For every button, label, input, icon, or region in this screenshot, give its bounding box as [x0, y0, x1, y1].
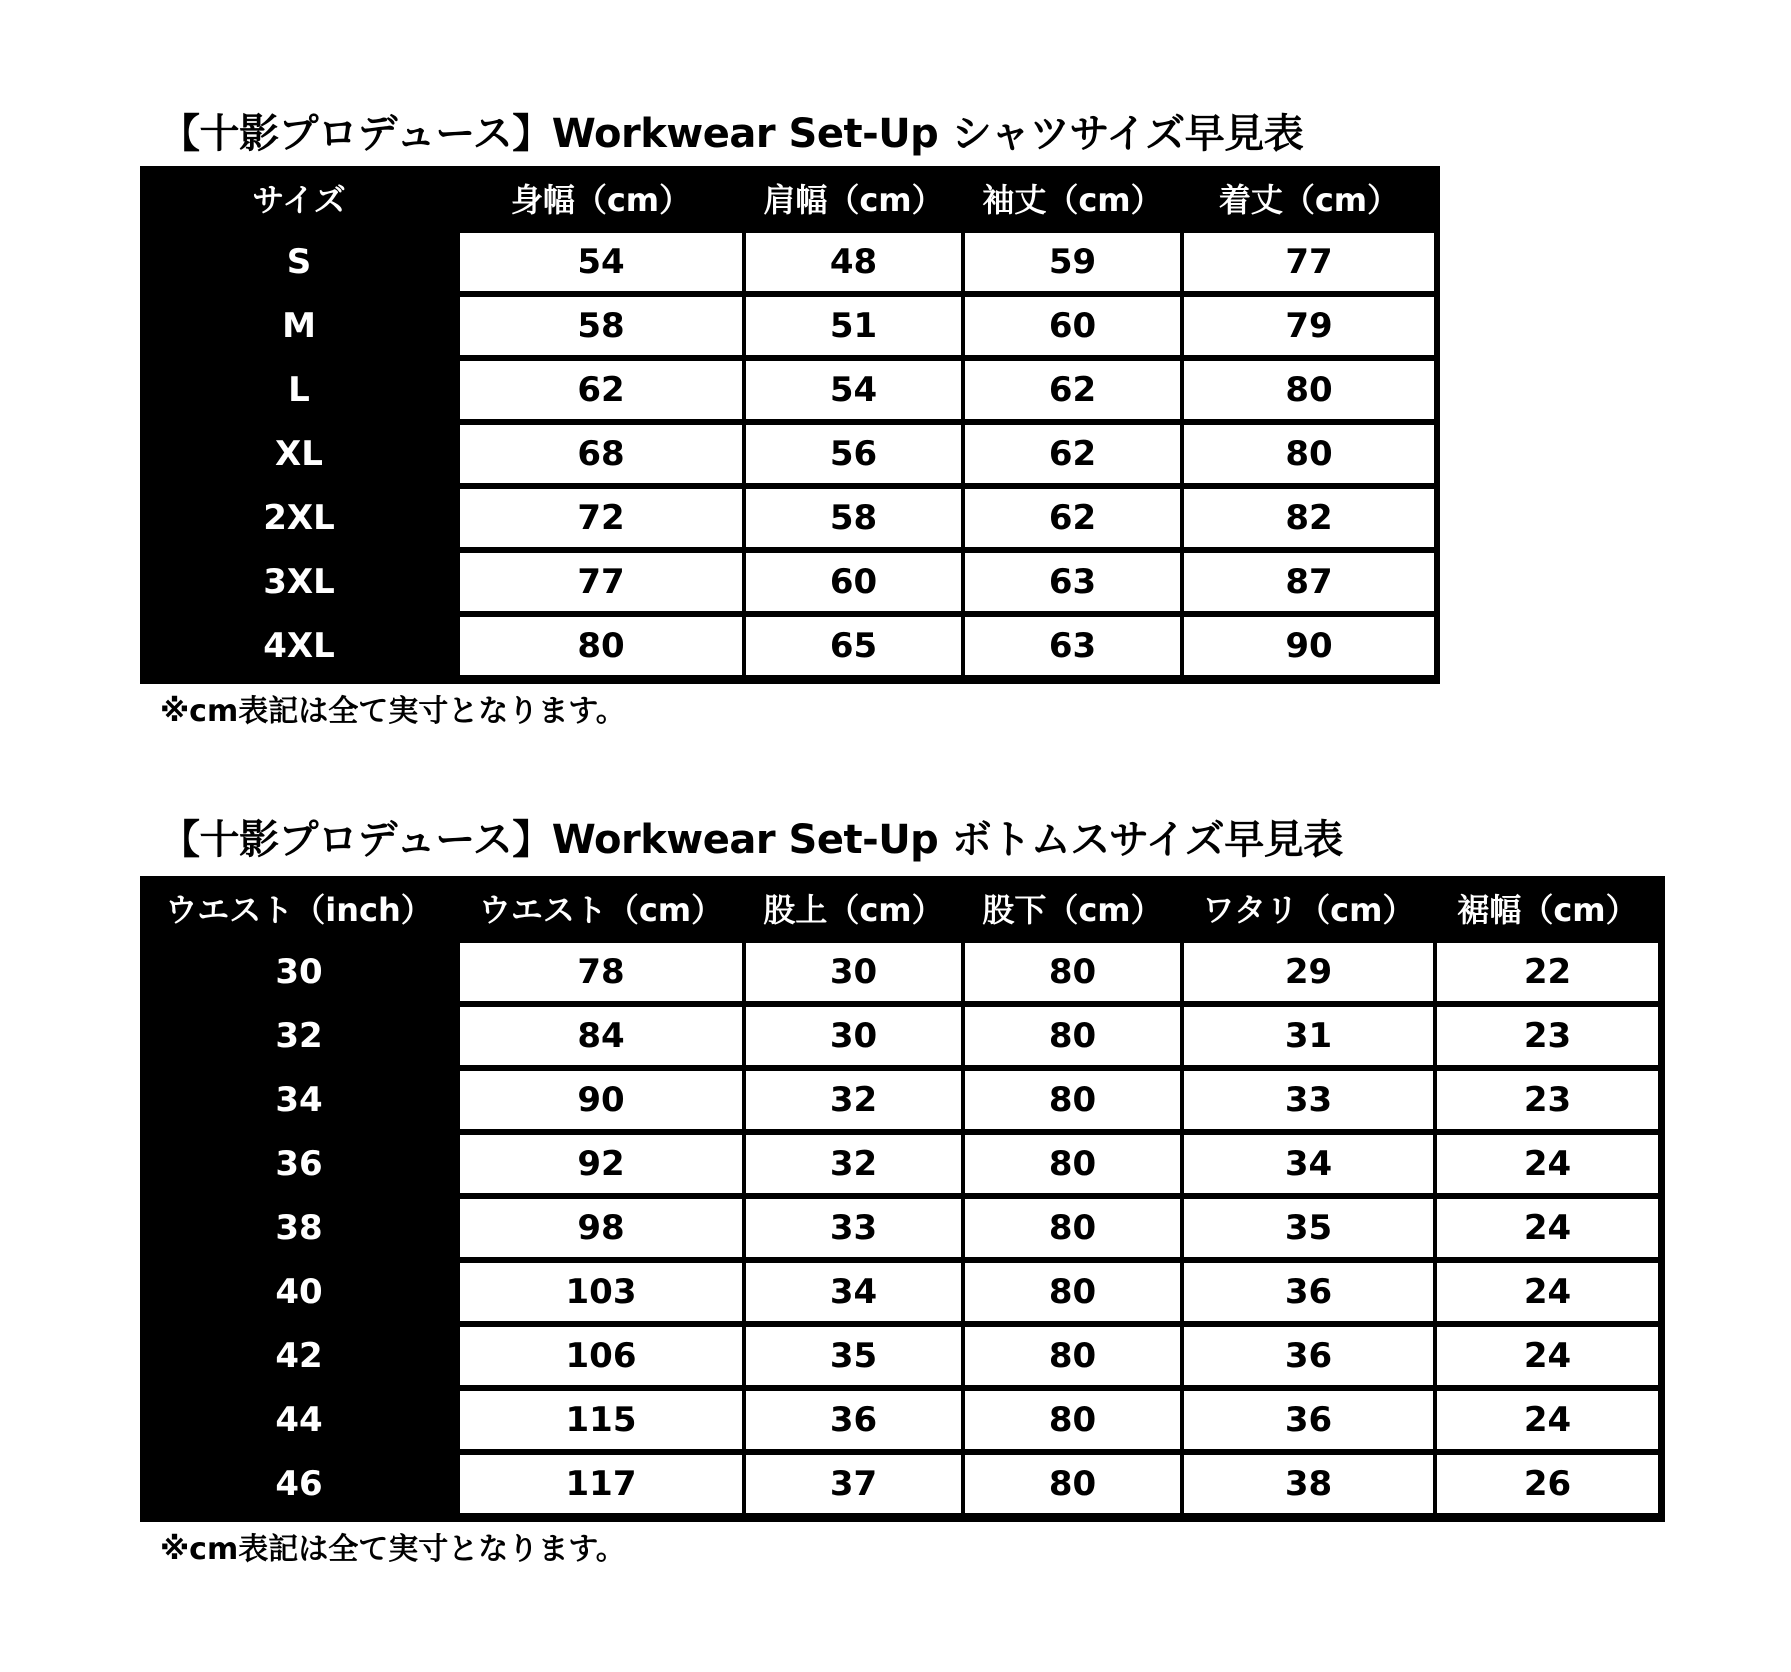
- value-cell: 106: [460, 1327, 742, 1385]
- table-row: [140, 1388, 1665, 1452]
- value-cell: 80: [965, 943, 1180, 1001]
- size-label-cell: 30: [275, 952, 323, 992]
- value-cell: 36: [1184, 1391, 1433, 1449]
- value-cell: 56: [746, 425, 961, 483]
- column-header: サイズ: [252, 181, 346, 219]
- value-cell: 87: [1184, 553, 1434, 611]
- value-cell: 60: [965, 297, 1180, 355]
- table-row: [140, 550, 1440, 614]
- table-row: [140, 358, 1440, 422]
- value-cell: 29: [1184, 943, 1433, 1001]
- table-row: [140, 1452, 1665, 1516]
- table-row: [140, 1132, 1665, 1196]
- value-cell: 35: [1184, 1199, 1433, 1257]
- value-cell: 80: [965, 1327, 1180, 1385]
- column-header: 袖丈（cm）: [982, 181, 1163, 219]
- value-cell: 117: [460, 1455, 742, 1513]
- size-label-cell: L: [288, 370, 310, 410]
- column-header: ワタリ（cm）: [1202, 891, 1415, 929]
- value-cell: 90: [460, 1071, 742, 1129]
- value-cell: 65: [746, 617, 961, 675]
- value-cell: 80: [965, 1263, 1180, 1321]
- value-cell: 23: [1437, 1071, 1658, 1129]
- table-header-row: [140, 876, 1665, 940]
- value-cell: 32: [746, 1071, 961, 1129]
- value-cell: 80: [1184, 361, 1434, 419]
- column-header: ウエスト（cm）: [478, 891, 724, 929]
- size-label-cell: 36: [275, 1144, 323, 1184]
- value-cell: 24: [1437, 1199, 1658, 1257]
- value-cell: 68: [460, 425, 742, 483]
- column-header: 肩幅（cm）: [763, 181, 944, 219]
- value-cell: 48: [746, 233, 961, 291]
- table-row: [140, 422, 1440, 486]
- value-cell: 31: [1184, 1007, 1433, 1065]
- value-cell: 92: [460, 1135, 742, 1193]
- size-label-cell: 3XL: [263, 562, 335, 602]
- value-cell: 22: [1437, 943, 1658, 1001]
- bottoms-table-title: 【十影プロデュース】Workwear Set-Up ボトムスサイズ早見表: [160, 817, 1343, 863]
- value-cell: 80: [965, 1199, 1180, 1257]
- value-cell: 62: [965, 361, 1180, 419]
- value-cell: 82: [1184, 489, 1434, 547]
- value-cell: 58: [460, 297, 742, 355]
- value-cell: 32: [746, 1135, 961, 1193]
- size-label-cell: 38: [275, 1208, 323, 1248]
- value-cell: 78: [460, 943, 742, 1001]
- table-header-row: [140, 166, 1440, 230]
- size-label-cell: 2XL: [263, 498, 335, 538]
- column-header: 着丈（cm）: [1218, 181, 1400, 219]
- value-cell: 60: [746, 553, 961, 611]
- value-cell: 80: [1184, 425, 1434, 483]
- value-cell: 51: [746, 297, 961, 355]
- value-cell: 62: [460, 361, 742, 419]
- size-label-cell: 32: [275, 1016, 323, 1056]
- value-cell: 33: [1184, 1071, 1433, 1129]
- value-cell: 62: [965, 489, 1180, 547]
- value-cell: 30: [746, 943, 961, 1001]
- shirt-note: ※cm表記は全て実寸となります。: [160, 694, 626, 729]
- value-cell: 54: [746, 361, 961, 419]
- value-cell: 23: [1437, 1007, 1658, 1065]
- value-cell: 79: [1184, 297, 1434, 355]
- value-cell: 24: [1437, 1263, 1658, 1321]
- value-cell: 33: [746, 1199, 961, 1257]
- value-cell: 80: [965, 1135, 1180, 1193]
- column-header: 股上（cm）: [763, 891, 944, 929]
- value-cell: 37: [746, 1455, 961, 1513]
- value-cell: 80: [460, 617, 742, 675]
- table-row: [140, 1324, 1665, 1388]
- value-cell: 35: [746, 1327, 961, 1385]
- table-row: [140, 486, 1440, 550]
- bottoms-note: ※cm表記は全て実寸となります。: [160, 1532, 626, 1567]
- size-label-cell: 40: [275, 1272, 323, 1312]
- value-cell: 38: [1184, 1455, 1433, 1513]
- value-cell: 80: [965, 1007, 1180, 1065]
- value-cell: 24: [1437, 1327, 1658, 1385]
- value-cell: 30: [746, 1007, 961, 1065]
- table-row: [140, 1196, 1665, 1260]
- table-row: [140, 230, 1440, 294]
- value-cell: 80: [965, 1391, 1180, 1449]
- value-cell: 77: [460, 553, 742, 611]
- value-cell: 36: [1184, 1327, 1433, 1385]
- value-cell: 80: [965, 1071, 1180, 1129]
- value-cell: 90: [1184, 617, 1434, 675]
- value-cell: 80: [965, 1455, 1180, 1513]
- table-row: [140, 1260, 1665, 1324]
- size-label-cell: 34: [275, 1080, 323, 1120]
- value-cell: 84: [460, 1007, 742, 1065]
- value-cell: 24: [1437, 1391, 1658, 1449]
- value-cell: 98: [460, 1199, 742, 1257]
- value-cell: 115: [460, 1391, 742, 1449]
- value-cell: 58: [746, 489, 961, 547]
- table-row: [140, 940, 1665, 1004]
- value-cell: 63: [965, 617, 1180, 675]
- size-label-cell: XL: [275, 434, 323, 474]
- value-cell: 77: [1184, 233, 1434, 291]
- table-row: [140, 1004, 1665, 1068]
- value-cell: 36: [1184, 1263, 1433, 1321]
- size-label-cell: 4XL: [263, 626, 335, 666]
- value-cell: 24: [1437, 1135, 1658, 1193]
- value-cell: 34: [746, 1263, 961, 1321]
- value-cell: 72: [460, 489, 742, 547]
- value-cell: 26: [1437, 1455, 1658, 1513]
- table-row: [140, 294, 1440, 358]
- value-cell: 63: [965, 553, 1180, 611]
- size-label-cell: 46: [275, 1464, 323, 1504]
- value-cell: 36: [746, 1391, 961, 1449]
- size-label-cell: 42: [275, 1336, 323, 1376]
- shirt-table-title: 【十影プロデュース】Workwear Set-Up シャツサイズ早見表: [160, 111, 1304, 157]
- shirt-size-table: [140, 166, 1440, 684]
- bottoms-size-table: [140, 876, 1665, 1522]
- size-label-cell: M: [282, 306, 316, 346]
- column-header: 裾幅（cm）: [1457, 891, 1638, 929]
- value-cell: 59: [965, 233, 1180, 291]
- table-row: [140, 614, 1440, 678]
- value-cell: 103: [460, 1263, 742, 1321]
- size-label-cell: 44: [275, 1400, 323, 1440]
- column-header: 身幅（cm）: [510, 181, 692, 219]
- table-row: [140, 1068, 1665, 1132]
- value-cell: 54: [460, 233, 742, 291]
- column-header: 股下（cm）: [982, 891, 1163, 929]
- value-cell: 34: [1184, 1135, 1433, 1193]
- column-header: ウエスト（inch）: [165, 891, 433, 929]
- size-label-cell: S: [286, 242, 312, 282]
- value-cell: 62: [965, 425, 1180, 483]
